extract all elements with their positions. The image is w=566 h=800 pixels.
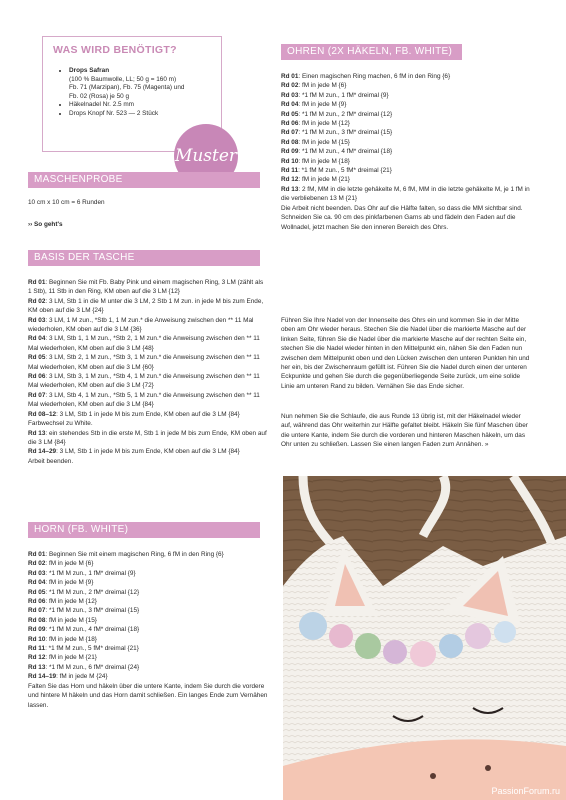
instruction-row	[281, 100, 531, 109]
row-text: Farbwechsel zu White.	[28, 420, 93, 428]
row-text: Arbeit beenden.	[28, 457, 74, 465]
instruction-row	[28, 316, 268, 335]
instruction-row	[28, 419, 268, 428]
materials-item: (100 % Baumwolle, LL; 50 g = 160 m)	[69, 75, 177, 83]
row-label: Rd 08	[28, 616, 46, 624]
basis-header	[28, 250, 260, 266]
unicorn-bag-photo	[283, 476, 566, 800]
row-text: Falten Sie das Horn und häkeln über die untere Kante, indem Sie durch die vordere und hintere M häkeln und das Horn damit schließen. Ein langes Ende zum Vernähen lassen.	[28, 682, 268, 709]
materials-item: • Häkelnadel Nr. 2.5 mm	[69, 101, 229, 110]
basis-title: BASIS DER TASCHE	[34, 252, 135, 263]
row-label: Rd 14–19	[28, 673, 57, 681]
row-label: Rd 05	[281, 110, 299, 118]
instruction-row	[281, 166, 531, 175]
row-text: : 3 LM, Stb 1 in jede M bis zum Ende, KM oben auf die 3 LM {84}	[56, 448, 240, 456]
instruction-row	[281, 204, 531, 213]
row-text: : fM in jede M {12}	[45, 598, 97, 606]
materials-item: Fb. 02 (Rosa) je 50 g	[69, 92, 130, 100]
row-label: Rd 07	[281, 129, 299, 137]
instruction-row	[281, 91, 531, 100]
instruction-row	[28, 391, 268, 410]
instruction-row	[28, 353, 268, 372]
maschenprobe-text: 10 cm x 10 cm = 6 Runden	[28, 199, 105, 206]
row-text: : 3 LM, Stb 1, 1 M zun., *Stb 2, 1 M zun.* die Anweisung zwischen den ** 11 Mal wiederholen, KM oben auf die 3 LM {48}	[28, 335, 260, 352]
instruction-row	[28, 597, 268, 606]
row-text: : 3 LM, 1 M zun., *Stb 1, 1 M zun.* die Anweisung zwischen den ** 11 Mal wiederholen, KM oben auf die 3 LM {36}	[28, 316, 254, 334]
instruction-row	[28, 663, 268, 672]
instruction-row	[28, 672, 268, 681]
instruction-row	[28, 625, 268, 634]
instruction-row	[28, 588, 268, 597]
row-text: : *1 fM M zun., 6 fM* dreimal {24}	[45, 663, 140, 671]
watermark: PassionForum.ru	[491, 786, 560, 796]
instruction-row	[28, 682, 268, 710]
row-label: Rd 09	[28, 626, 46, 634]
horn-instructions	[28, 550, 268, 710]
row-label: Rd 02	[28, 560, 46, 568]
row-text: : fM in jede M {12}	[298, 120, 350, 128]
row-label: Rd 10	[281, 157, 299, 165]
row-label: Rd 11	[28, 645, 46, 653]
row-label: Rd 06	[28, 373, 46, 381]
row-text: : ein stehendes Stb in die erste M, Stb 1 in jede M bis zum Ende, KM oben auf die 3 LM {84}	[28, 429, 267, 446]
row-text: : fM in jede M {9}	[298, 101, 347, 109]
row-text: : fM in jede M {15}	[45, 616, 97, 624]
row-text: : 3 LM, Stb 1 in die M unter die 3 LM, 2 Stb 1 M zun. in jede M bis zum Ende, KM oben auf die 3 LM {24}	[28, 297, 264, 315]
instruction-row	[28, 297, 268, 316]
materials-item: • Drops Knopf Nr. 523 — 2 Stück	[69, 110, 229, 119]
row-label: Rd 14–29	[28, 448, 57, 456]
horn-header	[28, 522, 260, 538]
ohren-paragraph-2: Nun nehmen Sie die Schlaufe, die aus Runde 13 übrig ist, mit der Häkelnadel wieder auf, während das Ohr weiterhin zur Hälfte gefaltet bleibt. Häkeln Sie fünf Maschen über die untere Kante, indem Sie durch die vorderen und hinteren Maschen häkeln, um das Ohr unten zu schließen. Lassen Sie einen langen Faden zum Annähen. »	[281, 413, 528, 449]
instruction-row	[281, 128, 531, 137]
ohren-paragraph-1: Führen Sie Ihre Nadel von der Innenseite des Ohrs ein und kommen Sie in der Mitte oben am Ohr wieder heraus. Stechen Sie die Nadel über die markierte Masche auf der linken Seite, führen Sie die Nadel über die markierte Masche auf der rechten Seite ein, stechen Sie die Nadel wieder hinten in den Mittelpunkt ein, nähen Sie den Faden nun zwischen dem Mittelpunkt oben und den Lücken zwischen den unteren Punkten hin und her ein, bis der Zwischenraum gefüllt ist. Führen Sie die Nadel durch einen der unteren Eckpunkte und gehen Sie durch die gegenüberliegende Seite zurück, um eine solide Linie am unteren Rand zu bilden. Vernähen Sie das Ende sicher.	[281, 317, 530, 390]
row-text: : 3 LM, Stb 1 in jede M bis zum Ende, KM oben auf die 3 LM {84}	[56, 410, 240, 418]
row-label: Rd 01	[28, 551, 46, 558]
row-label: Rd 04	[281, 101, 299, 109]
instruction-row	[281, 175, 531, 184]
row-label: Rd 10	[28, 635, 46, 643]
instruction-row	[281, 185, 531, 204]
row-label: Rd 02	[28, 297, 46, 305]
row-text: : *1 fM M zun., 2 fM* dreimal {12}	[298, 110, 393, 118]
instruction-row	[28, 606, 268, 615]
instruction-row	[28, 457, 268, 466]
row-text: : *1 fM M zun., 5 fM* dreimal {21}	[298, 167, 392, 175]
row-label: Rd 04	[28, 579, 46, 587]
row-text: : *1 fM M zun., 4 fM* dreimal {18}	[45, 626, 140, 634]
instruction-row	[281, 72, 531, 81]
row-text: : fM in jede M {9}	[45, 579, 94, 587]
row-text: : 3 LM, Stb 4, 1 M zun., *Stb 5, 1 M zun.* die Anweisung zwischen den ** 11 Mal wiederholen, KM oben auf die 3 LM {84}	[28, 391, 260, 409]
row-label: Rd 13	[28, 429, 46, 437]
row-text: Die Arbeit nicht beenden. Das Ohr auf die Hälfte falten, so dass die MM sichtbar sind.	[281, 204, 523, 212]
row-label: Rd 08	[281, 138, 299, 146]
row-text: Schneiden Sie ca. 90 cm des pinkfarbenen Garns ab und fädeln den Faden auf die Wollnadel, jetzt machen Sie den inneren Bereich des Ohrs.	[281, 214, 516, 231]
instruction-row	[28, 644, 268, 653]
instruction-row	[28, 578, 268, 587]
instruction-row	[28, 550, 268, 559]
row-label: Rd 13	[28, 663, 46, 671]
stamp-label: Muster	[174, 146, 238, 166]
maschenprobe-title: MASCHENPROBE	[34, 174, 123, 185]
row-label: Rd 05	[28, 588, 46, 596]
row-label: Rd 02	[281, 82, 299, 90]
instruction-row	[281, 119, 531, 128]
row-label: Rd 09	[281, 148, 299, 156]
basis-instructions	[28, 278, 268, 466]
materials-list	[61, 67, 229, 119]
so-gehts-link[interactable]: ›› So geht's	[28, 221, 63, 228]
instruction-row	[281, 81, 531, 90]
instruction-row	[281, 157, 531, 166]
row-text: : Beginnen Sie mit Fb. Baby Pink und einem magischen Ring, 3 LM (zählt als 1 Stb), 11 Stb in den Ring, KM oben auf die 3 LM {12}	[28, 279, 264, 296]
instruction-row	[28, 372, 268, 391]
row-label: Rd 11	[281, 167, 299, 175]
row-text: : *1 fM M zun., 5 fM* dreimal {21}	[45, 645, 139, 653]
instruction-row	[281, 147, 531, 156]
row-label: Rd 03	[281, 91, 299, 99]
row-text: : fM in jede M {6}	[45, 560, 94, 568]
row-text: : fM in jede M {15}	[298, 138, 350, 146]
row-label: Rd 01	[28, 279, 46, 286]
row-text: : fM in jede M {18}	[298, 157, 350, 165]
row-text: : *1 fM M zun., 4 fM* dreimal {18}	[298, 148, 393, 156]
row-text: : fM in jede M {24}	[56, 673, 108, 681]
instruction-row	[28, 334, 268, 353]
row-text: : Beginnen Sie mit einem magischen Ring, 6 fM in den Ring {6}	[45, 551, 224, 558]
instruction-row	[28, 559, 268, 568]
row-label: Rd 03	[28, 316, 46, 324]
row-label: Rd 06	[28, 598, 46, 606]
instruction-row	[28, 635, 268, 644]
ohren-header	[281, 44, 462, 60]
materials-item: Fb. 71 (Marzipan), Fb. 75 (Magenta) und	[69, 84, 185, 92]
row-text: : fM in jede M {6}	[298, 82, 347, 90]
row-label: Rd 12	[281, 176, 299, 184]
instruction-row	[28, 429, 268, 448]
unicorn-bag-illustration	[283, 476, 566, 800]
horn-title: HORN (FB. WHITE)	[34, 524, 129, 535]
row-label: Rd 07	[28, 391, 46, 399]
row-text: : *1 fM M zun., 3 fM* dreimal {15}	[298, 129, 393, 137]
instruction-row	[28, 447, 268, 456]
row-text: : fM in jede M {18}	[45, 635, 97, 643]
ohren-instructions	[281, 72, 531, 232]
row-label: Rd 05	[28, 354, 46, 362]
ohren-title: OHREN (2X HÄKELN, FB. WHITE)	[287, 46, 453, 57]
instruction-row	[281, 138, 531, 147]
row-text: : 3 LM, Stb 3, 1 M zun., *Stb 4, 1 M zun.* die Anweisung zwischen den ** 11 Mal wiederholen, KM oben auf die 3 LM {72}	[28, 373, 260, 390]
row-text: : fM in jede M {21}	[45, 654, 97, 662]
row-label: Rd 06	[281, 120, 299, 128]
instruction-row	[28, 569, 268, 578]
maschenprobe-header	[28, 172, 260, 188]
row-text: : *1 fM M zun., 1 fM* dreimal {9}	[298, 91, 389, 99]
row-label: Rd 04	[28, 335, 46, 343]
instruction-row	[28, 410, 268, 419]
materials-title: WAS WIRD BENÖTIGT?	[53, 44, 177, 56]
instruction-row	[28, 653, 268, 662]
row-text: : *1 fM M zun., 1 fM* dreimal {9}	[45, 569, 136, 577]
instruction-row	[28, 278, 268, 297]
row-text: : 3 LM, Stb 2, 1 M zun., *Stb 3, 1 M zun.* die Anweisung zwischen den ** 11 Mal wiederholen, KM oben auf die 3 LM {60}	[28, 354, 260, 371]
row-label: Rd 12	[28, 654, 46, 662]
row-label: Rd 03	[28, 569, 46, 577]
instruction-row	[281, 110, 531, 119]
instruction-row	[28, 616, 268, 625]
row-text: : *1 fM M zun., 2 fM* dreimal {12}	[45, 588, 140, 596]
row-text: : 2 fM, MM in die letzte gehäkelte M, 6 fM, MM in die letzte gehäkelte M, je 1 fM in die verbliebenen 13 M {21}	[281, 185, 530, 203]
row-text: : *1 fM M zun., 3 fM* dreimal {15}	[45, 607, 140, 615]
row-text: : fM in jede M {21}	[298, 176, 350, 184]
instruction-row	[281, 213, 531, 232]
row-label: Rd 01	[281, 73, 299, 80]
row-label: Rd 13	[281, 185, 299, 193]
row-label: Rd 08–12	[28, 410, 57, 418]
materials-item: • Drops Safran	[69, 67, 229, 76]
row-label: Rd 07	[28, 607, 46, 615]
row-text: : Einen magischen Ring machen, 6 fM in den Ring {6}	[298, 73, 451, 80]
